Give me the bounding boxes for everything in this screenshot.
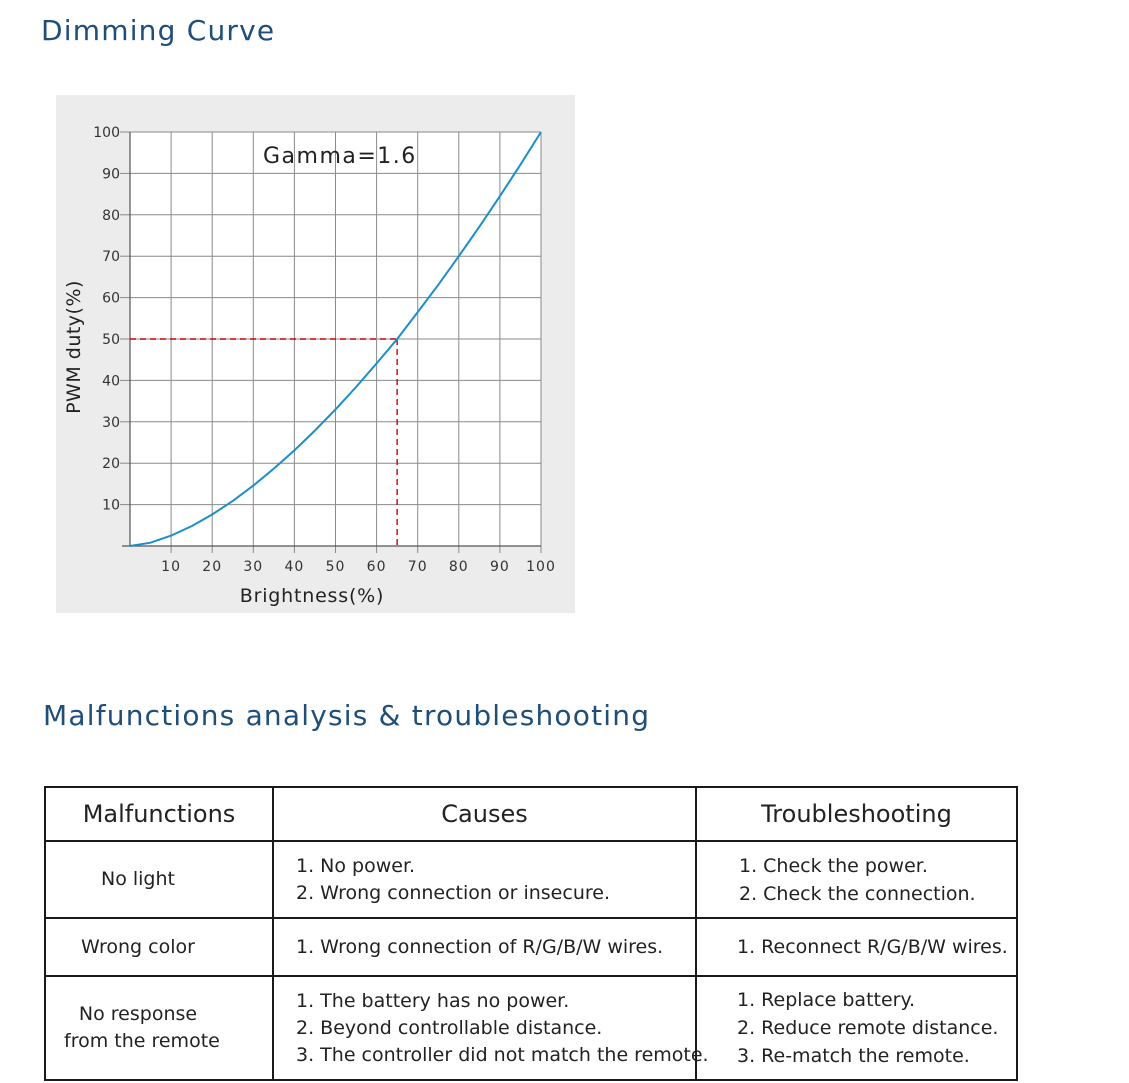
cause-text: 1. No power. — [296, 854, 416, 877]
chart-title: Gamma=1.6 — [263, 144, 417, 169]
header-causes: Causes — [273, 787, 696, 841]
x-tick-label: 60 — [366, 559, 387, 575]
table-header-row — [45, 787, 1017, 841]
x-tick-label: 70 — [407, 559, 428, 575]
cause-text: 1. The battery has no power. — [296, 989, 570, 1012]
y-tick-label: 60 — [102, 290, 120, 307]
y-tick-label: 20 — [102, 456, 120, 473]
x-tick-label: 80 — [448, 559, 469, 575]
fix-text: 2. Check the connection. — [739, 882, 976, 905]
causes-cell — [273, 841, 696, 918]
malfunction-text: No response — [78, 1003, 198, 1025]
y-tick-label: 40 — [102, 373, 120, 390]
x-tick-label: 90 — [489, 559, 510, 575]
malfunction-cell — [45, 976, 273, 1080]
y-tick-label: 80 — [102, 207, 120, 224]
y-axis-label: PWM duty(%) — [63, 280, 85, 414]
y-tick-label: 10 — [102, 497, 120, 514]
y-tick-label: 100 — [93, 125, 120, 141]
fix-text: 3. Re-match the remote. — [737, 1045, 970, 1067]
x-axis-label: Brightness(%) — [239, 585, 385, 607]
malfunction-text: No light — [101, 868, 175, 890]
x-tick-label: 10 — [161, 559, 182, 575]
y-tick-labels — [93, 125, 120, 514]
table-row — [45, 841, 1017, 918]
malfunction-text: Wrong color — [81, 935, 195, 958]
fixes-cell — [696, 918, 1017, 976]
fixes-cell — [696, 976, 1017, 1080]
y-tick-label: 70 — [102, 249, 120, 266]
fix-text: 1. Check the power. — [739, 854, 928, 877]
x-tick-label: 30 — [243, 559, 264, 575]
fixes-cell — [696, 841, 1017, 918]
causes-cell — [273, 918, 696, 976]
x-tick-label: 40 — [284, 559, 305, 575]
header-troubleshooting: Troubleshooting — [696, 787, 1017, 841]
malfunction-cell — [45, 841, 273, 918]
cause-text: 1. Wrong connection of R/G/B/W wires. — [296, 935, 664, 958]
causes-cell — [273, 976, 709, 1080]
chart-grid — [120, 132, 541, 553]
x-tick-label: 100 — [526, 559, 556, 575]
malfunctions-title: Malfunctions analysis & troubleshooting — [43, 699, 651, 732]
y-tick-label: 90 — [102, 166, 120, 183]
dimming-chart-panel — [56, 95, 575, 613]
cause-text: 3. The controller did not match the remote. — [296, 1043, 709, 1066]
y-tick-label: 50 — [102, 332, 120, 348]
x-tick-label: 20 — [202, 559, 223, 575]
table-row — [45, 976, 1017, 1080]
malfunction-cell — [45, 918, 273, 976]
header-malfunctions: Malfunctions — [45, 787, 273, 841]
troubleshooting-table — [44, 786, 1018, 1081]
malfunction-text: from the remote — [64, 1030, 220, 1052]
dimming-chart — [56, 95, 575, 613]
x-tick-label: 50 — [325, 559, 346, 575]
fix-text: 2. Reduce remote distance. — [737, 1017, 999, 1039]
fix-text: 1. Replace battery. — [737, 989, 916, 1011]
x-tick-labels — [161, 559, 556, 575]
table-row — [45, 918, 1017, 976]
y-tick-label: 30 — [102, 414, 120, 431]
fix-text: 1. Reconnect R/G/B/W wires. — [737, 936, 1008, 958]
cause-text: 2. Wrong connection or insecure. — [296, 881, 610, 904]
dimming-curve-title: Dimming Curve — [41, 14, 276, 47]
cause-text: 2. Beyond controllable distance. — [296, 1016, 603, 1039]
